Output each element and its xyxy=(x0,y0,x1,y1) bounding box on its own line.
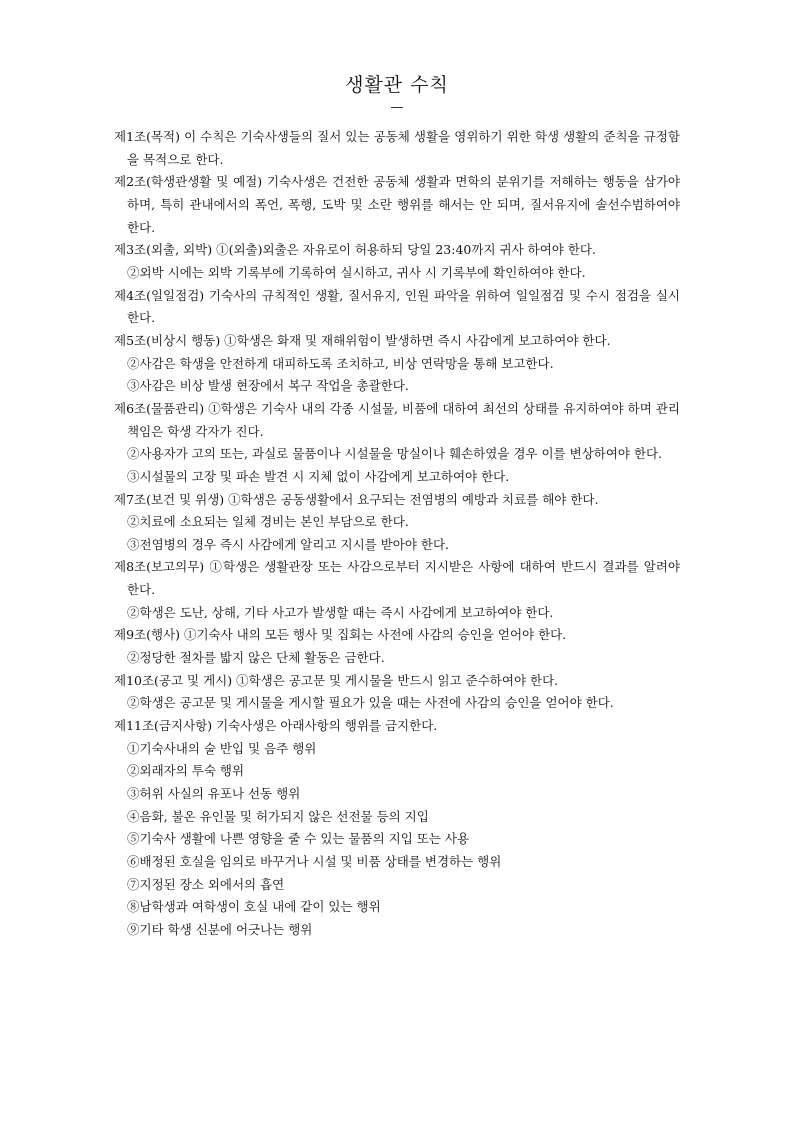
list-item: ④음화, 불온 유인물 및 허가되지 않은 선전물 등의 지입 xyxy=(127,808,429,824)
article-paragraph: 제3조(외출, 외박) ①(외출)외출은 자유로이 허용하되 당일 23:40까지 귀사 하여야 한다. xyxy=(114,242,596,258)
list-item: ⑨기타 학생 신분에 어긋나는 행위 xyxy=(127,921,313,937)
clause-paragraph: ③사감은 비상 발생 현장에서 복구 작업을 총괄한다. xyxy=(127,378,409,394)
clause-paragraph: ②학생은 공고문 및 게시물을 게시할 필요가 있을 때는 사전에 사감의 승인을 얻어야 한다. xyxy=(127,695,614,711)
article-paragraph: 제10조(공고 및 게시) ①학생은 공고문 및 게시물을 반드시 읽고 준수하여야 한다. xyxy=(114,672,559,688)
clause-paragraph: ②정당한 절차를 밟지 않은 단체 활동은 금한다. xyxy=(127,650,385,666)
list-item: ⑤기숙사 생활에 나쁜 영향을 줄 수 있는 물품의 지입 또는 사용 xyxy=(127,831,470,847)
list-item: ⑥배정된 호실을 임의로 바꾸거나 시설 및 비품 상태를 변경하는 행위 xyxy=(127,854,502,869)
article-paragraph: 제7조(보건 및 위생) ①학생은 공동생활에서 요구되는 전염병의 예방과 치료를 해야 한다. xyxy=(114,491,599,507)
document-body xyxy=(114,126,680,942)
article-paragraph: 제5조(비상시 행동) ①학생은 화재 및 재해위험이 발생하면 즉시 사감에게 보고하여야 한다. xyxy=(114,332,611,348)
clause-paragraph: ③시설물의 고장 및 파손 발견 시 지체 없이 사감에게 보고하여야 한다. xyxy=(127,468,510,484)
list-item: ⑦지정된 장소 외에서의 흡연 xyxy=(127,876,285,892)
clause-paragraph: ②사감은 학생을 안전하게 대피하도록 조치하고, 비상 연락망을 통해 보고한다. xyxy=(127,355,554,371)
clause-paragraph: ③전염병의 경우 즉시 사감에게 알리고 지시를 받아야 한다. xyxy=(127,536,450,552)
article-paragraph: 제9조(행사) ①기숙사 내의 모든 행사 및 집회는 사전에 사감의 승인을 얻어야 한다. xyxy=(114,627,567,643)
article-paragraph: 제4조(일일점검) 기숙사의 규칙적인 생활, 질서유지, 인원 파악을 위하여 일일점검 및 수시 점검을 실시한다. xyxy=(114,287,680,326)
article-paragraph: 제6조(물품관리) ①학생은 기숙사 내의 각종 시설물, 비품에 대하여 최선의 상태를 유지하여야 하며 관리책임은 학생 각자가 진다. xyxy=(114,400,680,439)
clause-paragraph: ②학생은 도난, 상해, 기타 사고가 발생할 때는 즉시 사감에게 보고하여야 한다. xyxy=(127,604,554,620)
article-paragraph: 제8조(보고의무) ①학생은 생활관장 또는 사감으로부터 지시받은 사항에 대하여 반드시 결과를 알려야 한다. xyxy=(114,559,680,598)
article-paragraph: 제2조(학생관생활 및 예절) 기숙사생은 건전한 공동체 생활과 면학의 분위기를 저해하는 행동을 삼가야 하며, 특히 관내에서의 폭언, 폭행, 도박 및 소란 행위를 해서는 안 되며, 질서유지에 솔선수범하여야 한다. xyxy=(114,174,680,235)
article-paragraph: 제11조(금지사항) 기숙사생은 아래사항의 행위를 금지한다. xyxy=(114,718,438,734)
list-item: ⑧남학생과 여학생이 호실 내에 같이 있는 행위 xyxy=(127,899,381,915)
clause-paragraph: ②치료에 소요되는 일체 경비는 본인 부담으로 한다. xyxy=(127,514,409,530)
article-paragraph: 제1조(목적) 이 수칙은 기숙사생들의 질서 있는 공동체 생활을 영위하기 위한 학생 생활의 준칙을 규정함을 목적으로 한다. xyxy=(114,129,680,167)
title-underline-mark: — xyxy=(390,100,404,115)
clause-paragraph: ②사용자가 고의 또는, 과실로 물품이나 시설물을 망실이나 훼손하였을 경우 이를 변상하여야 한다. xyxy=(127,446,663,462)
page-title: 생활관 수칙 xyxy=(345,74,449,96)
list-item: ①기숙사내의 술 반입 및 음주 행위 xyxy=(127,740,317,756)
clause-paragraph: ②외박 시에는 외박 기록부에 기록하여 실시하고, 귀사 시 기록부에 확인하여야 한다. xyxy=(127,264,586,280)
list-item: ②외래자의 투숙 행위 xyxy=(127,763,245,779)
list-item: ③허위 사실의 유포나 선동 행위 xyxy=(127,786,301,802)
